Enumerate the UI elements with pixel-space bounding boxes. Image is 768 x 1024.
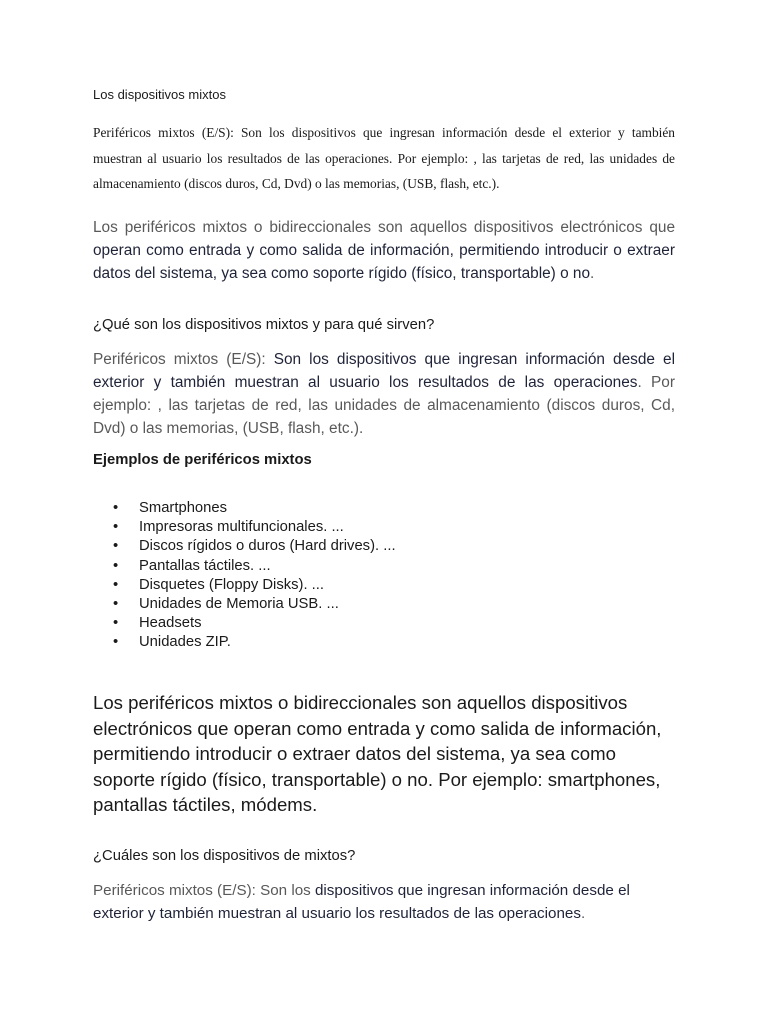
paragraph-definition-intro: Los periféricos mixtos o bidireccionales son aquellos dispositivos electrónicos que <box>93 219 675 236</box>
bullet-icon: • <box>113 576 119 593</box>
list-item <box>113 633 533 652</box>
section-heading-small: Los dispositivos mixtos <box>93 87 226 102</box>
bullet-icon: • <box>113 557 119 574</box>
list-item <box>113 518 533 537</box>
bullet-icon: • <box>113 519 119 536</box>
bullet-icon: • <box>113 634 119 651</box>
question-heading-2: ¿Cuáles son los dispositivos de mixtos? <box>93 848 356 864</box>
bullet-icon: • <box>113 615 119 632</box>
list-item <box>113 595 533 614</box>
list-item-text: Unidades ZIP. <box>139 634 231 651</box>
list-item-text: Impresoras multifuncionales. ... <box>139 519 344 536</box>
paragraph-answer-1-end: . Por ejemplo: , las tarjetas de red, las unidades de almacenamiento (discos duros, Cd, Dvd) o las memorias, (USB, flash, etc.). <box>93 374 675 437</box>
question-heading-1: ¿Qué son los dispositivos mixtos y para qué sirven? <box>93 317 435 333</box>
examples-heading: Ejemplos de periféricos mixtos <box>93 452 312 468</box>
paragraph-answer-2-highlight: dispositivos que ingresan información desde el exterior y también muestran al usuario los resultados de las operaciones <box>93 882 630 922</box>
list-item <box>113 499 533 518</box>
list-item <box>113 614 533 633</box>
list-item <box>113 576 533 595</box>
serif-paragraph: Periféricos mixtos (E/S): Son los dispositivos que ingresan información desde el exterior y también muestran al usuario los resultados de las operaciones. Por ejemplo: , las tarjetas de red, las unidades de almacenamiento (discos duros, Cd, Dvd) o las memorias, (USB, flash, etc.). <box>93 125 675 191</box>
list-item-text: Discos rígidos o duros (Hard drives). ... <box>139 538 396 555</box>
bullet-icon: • <box>113 596 119 613</box>
paragraph-answer-1-intro: Periféricos mixtos (E/S): <box>93 351 274 368</box>
paragraph-answer-2-end: . <box>580 905 586 922</box>
paragraph-answer-1-highlight: Son los dispositivos que ingresan información desde el exterior y también muestran al usuario los resultados de las operaciones <box>93 351 676 391</box>
paragraph-definition-highlight: operan como entrada y como salida de información, permitiendo introducir o extraer datos del sistema, ya sea como soporte rígido (físico, transportable) o no <box>93 242 675 282</box>
list-item <box>113 537 533 556</box>
paragraph-summary: Los periféricos mixtos o bidireccionales son aquellos dispositivos electrónicos que operan como entrada y como salida de información, permitiendo introducir o extraer datos del sistema, ya sea como soporte rígido (físico, transportable) o no. Por ejemplo: smartphones, pantallas táctiles, módems. <box>93 692 662 815</box>
bullet-icon: • <box>113 500 119 516</box>
list-item-text: Unidades de Memoria USB. ... <box>139 596 339 613</box>
list-item <box>113 557 533 576</box>
paragraph-answer-2 <box>93 879 675 925</box>
list-item-text: Smartphones <box>139 500 228 516</box>
list-item-text: Pantallas táctiles. ... <box>139 557 271 574</box>
bullet-icon: • <box>113 538 119 555</box>
paragraph-definition-end: . <box>590 265 595 282</box>
examples-list <box>113 499 533 653</box>
paragraph-definition <box>93 216 675 285</box>
list-item-text: Disquetes (Floppy Disks). ... <box>139 576 325 593</box>
list-item-text: Headsets <box>139 615 202 632</box>
paragraph-answer-2-intro: Periféricos mixtos (E/S): Son los <box>93 882 315 899</box>
paragraph-answer-1 <box>93 348 675 440</box>
